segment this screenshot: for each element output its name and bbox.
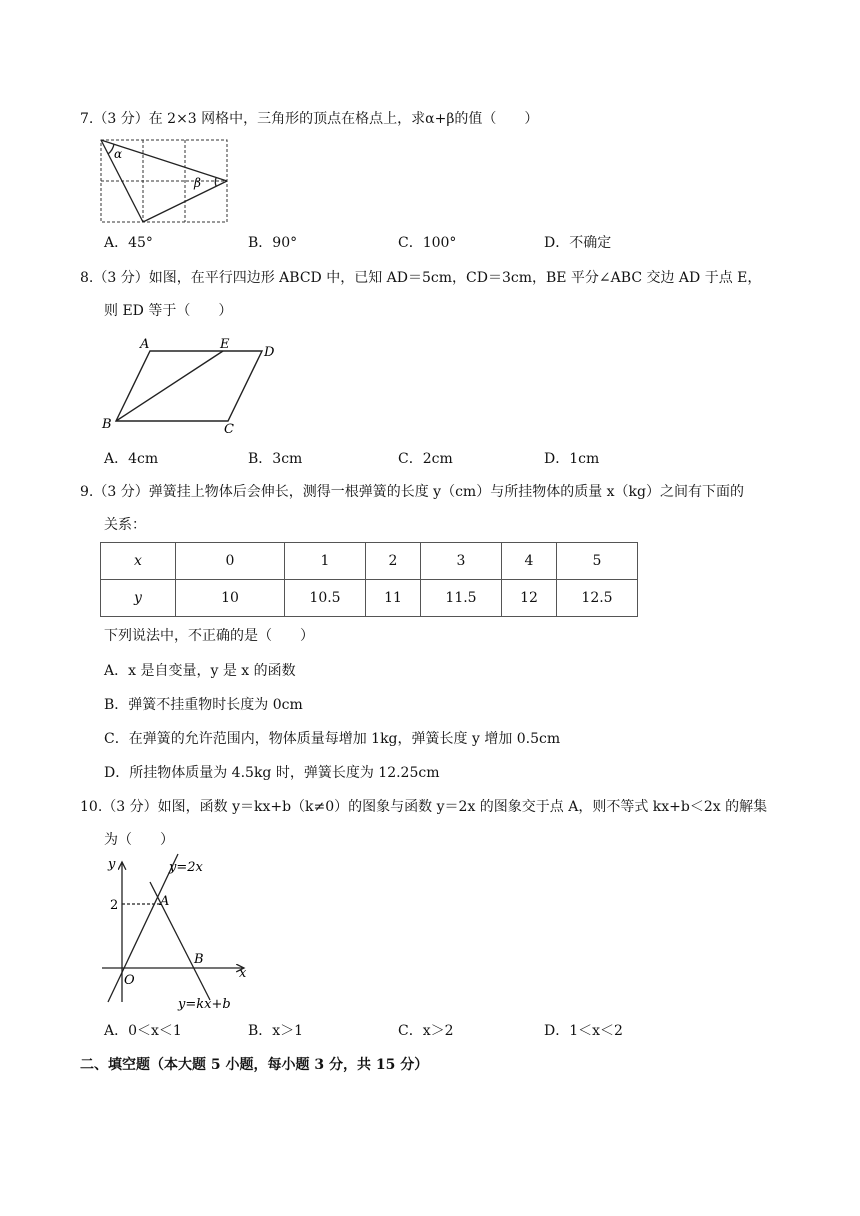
table-cell: 12 [502, 580, 557, 617]
table-cell: y [101, 580, 176, 617]
q8-option-a[interactable]: A．4cm [104, 451, 159, 467]
table-cell: 12.5 [557, 580, 638, 617]
q7-beta-label: β [194, 176, 201, 190]
table-cell: 10.5 [285, 580, 366, 617]
table-cell: 3 [421, 543, 502, 580]
q9-option-c[interactable]: C．在弹簧的允许范围内，物体质量每增加 1kg，弹簧长度 y 增加 0.5cm [104, 731, 561, 747]
q7-option-d[interactable]: D．不确定 [544, 235, 612, 251]
table-cell: 5 [557, 543, 638, 580]
q8-stem-line2: 则 ED 等于（ ） [104, 303, 233, 319]
q8-option-b[interactable]: B．3cm [248, 451, 303, 467]
q8-stem-line1: 8.（3 分）如图，在平行四边形 ABCD 中，已知 AD＝5cm，CD＝3cm，BE 平分∠ABC 交边 AD 于点 E， [80, 270, 762, 286]
table-row [101, 580, 638, 617]
q10-line2-label: y=kx+b [178, 997, 231, 1012]
q8-label-c: C [224, 422, 234, 436]
q7-alpha-label: α [114, 147, 123, 161]
q10-option-b[interactable]: B．x＞1 [248, 1023, 304, 1039]
table-row [101, 543, 638, 580]
q10-tick-two: 2 [110, 898, 119, 913]
table-cell: x [101, 543, 176, 580]
q10-stem-line1: 10.（3 分）如图，函数 y＝kx+b（k≠0）的图象与函数 y＝2x 的图象交于点 A，则不等式 kx+b＜2x 的解集 [80, 799, 768, 815]
section-heading-fill-blank: 二、填空题（本大题 5 小题，每小题 3 分，共 15 分） [80, 1057, 429, 1073]
q8-label-b: B [102, 417, 112, 432]
q8-option-d[interactable]: D．1cm [544, 451, 600, 467]
q10-x-axis-label: x [239, 966, 247, 981]
q9-option-d[interactable]: D．所挂物体质量为 4.5kg 时，弹簧长度为 12.25cm [104, 765, 440, 781]
q10-option-c[interactable]: C．x＞2 [398, 1023, 454, 1039]
table-cell: 0 [176, 543, 285, 580]
q10-option-a[interactable]: A．0＜x＜1 [104, 1023, 182, 1039]
q9-table [100, 542, 638, 617]
q10-y-axis-label: y [108, 857, 116, 872]
q8-option-c[interactable]: C．2cm [398, 451, 453, 467]
q8-label-d: D [264, 345, 275, 360]
q9-stem-line2: 关系： [104, 517, 146, 533]
table-cell: 4 [502, 543, 557, 580]
table-cell: 11 [366, 580, 421, 617]
q10-origin-label: O [124, 973, 135, 988]
q9-stem-line1: 9.（3 分）弹簧挂上物体后会伸长，测得一根弹簧的长度 y（cm）与所挂物体的质量 x（kg）之间有下面的 [80, 484, 744, 500]
q10-stem-line2: 为（ ） [104, 832, 174, 848]
q10-point-b-label: B [194, 952, 204, 967]
q10-line1-label: y=2x [169, 860, 203, 875]
q9-prompt: 下列说法中，不正确的是（ ） [104, 628, 314, 644]
q10-option-d[interactable]: D．1＜x＜2 [544, 1023, 623, 1039]
q10-graph-figure [98, 852, 258, 1012]
q7-stem: 7.（3 分）在 2×3 网格中，三角形的顶点在格点上，求α+β的值（ ） [80, 111, 539, 127]
q8-parallelogram-figure [98, 332, 282, 436]
q7-option-c[interactable]: C．100° [398, 235, 457, 251]
table-cell: 1 [285, 543, 366, 580]
table-cell: 11.5 [421, 580, 502, 617]
q9-option-a[interactable]: A．x 是自变量，y 是 x 的函数 [104, 663, 296, 679]
table-cell: 2 [366, 543, 421, 580]
q9-option-b[interactable]: B．弹簧不挂重物时长度为 0cm [104, 697, 303, 713]
q8-label-e: E [220, 337, 230, 352]
table-cell: 10 [176, 580, 285, 617]
q7-option-b[interactable]: B．90° [248, 235, 298, 251]
q7-grid-figure [98, 137, 232, 225]
q7-option-a[interactable]: A．45° [104, 235, 153, 251]
q10-point-a-label: A [160, 894, 170, 909]
q8-label-a: A [140, 337, 150, 352]
